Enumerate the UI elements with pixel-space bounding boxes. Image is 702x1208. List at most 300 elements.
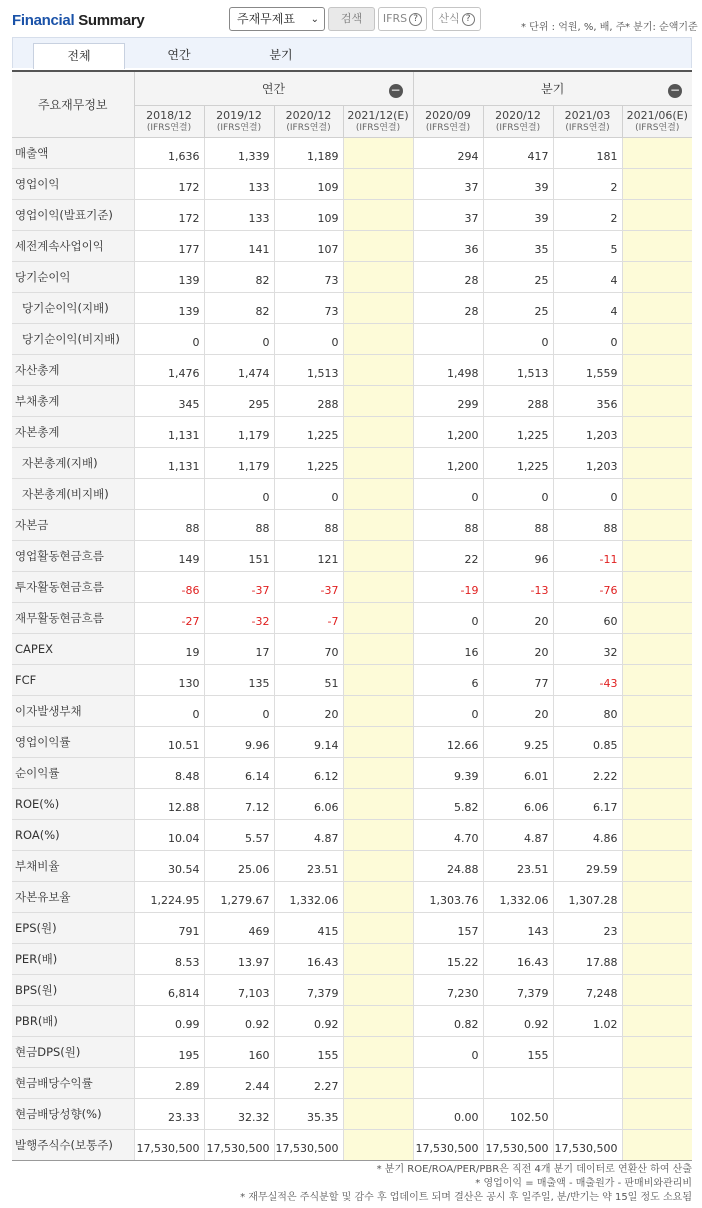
table-cell: 70 [274, 633, 343, 664]
table-cell: 1,224.95 [134, 881, 204, 912]
table-cell [343, 819, 413, 850]
table-cell: 28 [413, 261, 483, 292]
row-label: ROA(%) [12, 819, 134, 850]
table-cell: 155 [274, 1036, 343, 1067]
table-cell [343, 509, 413, 540]
table-cell: 0 [204, 323, 274, 354]
table-cell [343, 1098, 413, 1129]
table-row [12, 1129, 692, 1160]
column-header [343, 105, 413, 137]
table-cell: 6.14 [204, 757, 274, 788]
table-cell: 17,530,500 [204, 1129, 274, 1160]
tab-quarterly[interactable]: 분기 [269, 48, 293, 62]
table-cell: 1,200 [413, 447, 483, 478]
column-basis: (IFRS연결) [635, 122, 680, 133]
table-cell [622, 1005, 692, 1036]
table-cell: 0.92 [483, 1005, 553, 1036]
table-cell: 6 [413, 664, 483, 695]
table-cell [622, 323, 692, 354]
table-cell: 172 [134, 168, 204, 199]
table-cell: 1,279.67 [204, 881, 274, 912]
table-cell [343, 664, 413, 695]
table-cell: -11 [553, 540, 622, 571]
table-cell: 17,530,500 [134, 1129, 204, 1160]
ifrs-help-button[interactable] [378, 7, 427, 31]
table-cell: 0.85 [553, 726, 622, 757]
table-cell: 6,814 [134, 974, 204, 1005]
table-cell [622, 261, 692, 292]
table-cell [622, 137, 692, 168]
table-cell: 36 [413, 230, 483, 261]
table-cell: 1,339 [204, 137, 274, 168]
table-cell [622, 1098, 692, 1129]
page-title [12, 12, 144, 29]
row-label: 영업이익률 [12, 726, 134, 757]
tab-annual[interactable]: 연간 [167, 48, 191, 62]
table-cell: 35 [483, 230, 553, 261]
footnotes [240, 1163, 692, 1205]
table-cell: 88 [553, 509, 622, 540]
row-label: 영업이익(발표기준) [12, 199, 134, 230]
table-cell: 35.35 [274, 1098, 343, 1129]
table-cell: 0 [553, 478, 622, 509]
table-cell: 9.14 [274, 726, 343, 757]
table-cell: 1,225 [483, 416, 553, 447]
table-cell: 17,530,500 [413, 1129, 483, 1160]
formula-help-button[interactable] [432, 7, 481, 31]
table-cell: 30.54 [134, 850, 204, 881]
row-label: 발행주식수(보통주) [12, 1129, 134, 1160]
table-cell: 2.22 [553, 757, 622, 788]
table-cell: 139 [134, 261, 204, 292]
table-cell: 1,225 [274, 416, 343, 447]
table-cell: 5.57 [204, 819, 274, 850]
table-cell: -27 [134, 602, 204, 633]
table-cell: 0 [483, 478, 553, 509]
table-cell: 12.66 [413, 726, 483, 757]
column-header [274, 105, 343, 137]
column-period: 2021/06(E) [626, 108, 688, 122]
table-cell [343, 416, 413, 447]
table-cell [134, 478, 204, 509]
table-corner-label: 주요재무정보 [12, 72, 134, 137]
table-cell: 2.44 [204, 1067, 274, 1098]
table-cell: 7.12 [204, 788, 274, 819]
table-cell: 288 [483, 385, 553, 416]
table-row [12, 788, 692, 819]
table-cell: 39 [483, 168, 553, 199]
table-cell: 24.88 [413, 850, 483, 881]
table-cell: 6.06 [483, 788, 553, 819]
column-header [204, 105, 274, 137]
report-type-select[interactable] [229, 7, 325, 31]
column-basis: (IFRS연결) [355, 122, 401, 133]
table-cell: 133 [204, 199, 274, 230]
column-period: 2019/12 [216, 108, 262, 122]
row-label: 영업활동현금흐름 [12, 540, 134, 571]
table-cell: 2 [553, 168, 622, 199]
table-cell [343, 912, 413, 943]
table-cell [622, 509, 692, 540]
collapse-quarter-icon[interactable]: − [669, 83, 681, 97]
table-cell: 29.59 [553, 850, 622, 881]
table-row [12, 571, 692, 602]
table-row [12, 943, 692, 974]
table-cell: 1,498 [413, 354, 483, 385]
column-basis: (IFRS연결) [565, 122, 610, 133]
row-label: 자본총계 [12, 416, 134, 447]
table-cell [622, 571, 692, 602]
table-row [12, 974, 692, 1005]
table-cell: 121 [274, 540, 343, 571]
table-row [12, 168, 692, 199]
table-row [12, 199, 692, 230]
quarter-note: * 분기: 순액기준 [625, 22, 698, 33]
row-label: 당기순이익(비지배) [12, 323, 134, 354]
table-cell [553, 1067, 622, 1098]
table-cell: 2.89 [134, 1067, 204, 1098]
table-cell: 1,332.06 [483, 881, 553, 912]
table-cell [343, 199, 413, 230]
column-period: 2020/09 [425, 108, 471, 122]
row-label: 현금배당수익률 [12, 1067, 134, 1098]
column-period: 2021/03 [564, 108, 611, 122]
table-cell: 88 [413, 509, 483, 540]
table-cell: 7,379 [274, 974, 343, 1005]
table-cell: 0 [274, 323, 343, 354]
title-financial: Financial [12, 12, 75, 29]
table-cell: 73 [274, 261, 343, 292]
table-row [12, 726, 692, 757]
table-cell [622, 447, 692, 478]
table-cell: 88 [134, 509, 204, 540]
table-row [12, 1036, 692, 1067]
table-cell: 0 [413, 1036, 483, 1067]
table-cell: 17,530,500 [483, 1129, 553, 1160]
table-row [12, 540, 692, 571]
row-label: PER(배) [12, 943, 134, 974]
table-cell [343, 261, 413, 292]
row-label: 부채총계 [12, 385, 134, 416]
table-cell: 16 [413, 633, 483, 664]
table-row [12, 261, 692, 292]
table-cell [622, 385, 692, 416]
table-cell: 22 [413, 540, 483, 571]
table-cell: 143 [483, 912, 553, 943]
table-cell: -43 [553, 664, 622, 695]
table-cell [622, 168, 692, 199]
table-cell: 288 [274, 385, 343, 416]
column-period: 2018/12 [146, 108, 192, 122]
table-cell [622, 943, 692, 974]
table-cell: 0.00 [413, 1098, 483, 1129]
table-cell: 6.01 [483, 757, 553, 788]
table-cell [343, 1036, 413, 1067]
table-row [12, 912, 692, 943]
table-cell [343, 757, 413, 788]
report-type-value: 주재무제표 [237, 12, 295, 26]
table-cell: 17,530,500 [274, 1129, 343, 1160]
table-cell: -13 [483, 571, 553, 602]
table-cell: -32 [204, 602, 274, 633]
row-label: CAPEX [12, 633, 134, 664]
annual-group-label: 연간 [261, 81, 286, 96]
table-cell [622, 881, 692, 912]
table-cell: 1,203 [553, 447, 622, 478]
column-period: 2020/12 [285, 108, 332, 122]
table-cell [622, 788, 692, 819]
table-row [12, 354, 692, 385]
table-cell: 7,230 [413, 974, 483, 1005]
table-cell: 8.53 [134, 943, 204, 974]
table-cell: 157 [413, 912, 483, 943]
table-cell: 0 [413, 602, 483, 633]
table-cell: -86 [134, 571, 204, 602]
row-label: 부채비율 [12, 850, 134, 881]
table-cell: 0.92 [204, 1005, 274, 1036]
row-label: 재무활동현금흐름 [12, 602, 134, 633]
column-basis: (IFRS연결) [216, 122, 262, 133]
table-cell: 88 [483, 509, 553, 540]
table-cell [343, 974, 413, 1005]
annual-group-header [134, 72, 413, 105]
question-icon: ? [462, 13, 475, 26]
table-cell: 1,474 [204, 354, 274, 385]
table-cell: 19 [134, 633, 204, 664]
table-cell: 5 [553, 230, 622, 261]
table-cell: 155 [483, 1036, 553, 1067]
table-cell: 4.87 [483, 819, 553, 850]
table-cell [343, 571, 413, 602]
table-cell [343, 1067, 413, 1098]
table-cell [622, 416, 692, 447]
table-cell: 5.82 [413, 788, 483, 819]
table-cell: 149 [134, 540, 204, 571]
table-cell: -7 [274, 602, 343, 633]
table-cell: 32.32 [204, 1098, 274, 1129]
table-cell [343, 323, 413, 354]
quarter-group-label: 분기 [541, 81, 565, 96]
table-cell: 139 [134, 292, 204, 323]
row-label: 당기순이익 [12, 261, 134, 292]
table-cell: 1,307.28 [553, 881, 622, 912]
table-cell: 102.50 [483, 1098, 553, 1129]
table-cell: 60 [553, 602, 622, 633]
table-cell [622, 292, 692, 323]
column-header [134, 105, 204, 137]
table-cell: 82 [204, 261, 274, 292]
table-cell: 20 [274, 695, 343, 726]
row-label: 이자발생부채 [12, 695, 134, 726]
table-cell: 133 [204, 168, 274, 199]
row-label: 순이익률 [12, 757, 134, 788]
column-basis: (IFRS연결) [146, 122, 192, 133]
table-cell [343, 168, 413, 199]
table-cell: 20 [483, 633, 553, 664]
table-cell: 0 [134, 323, 204, 354]
table-cell: 295 [204, 385, 274, 416]
table-cell: 181 [553, 137, 622, 168]
column-period: 2021/12(E) [347, 108, 409, 122]
table-cell: 299 [413, 385, 483, 416]
table-row [12, 1098, 692, 1129]
table-cell: 23.51 [274, 850, 343, 881]
table-cell: 73 [274, 292, 343, 323]
table-cell [343, 881, 413, 912]
table-row [12, 695, 692, 726]
table-cell: 1.02 [553, 1005, 622, 1036]
table-cell: 0.99 [134, 1005, 204, 1036]
question-icon: ? [409, 13, 422, 26]
row-label: 투자활동현금흐름 [12, 571, 134, 602]
table-row [12, 478, 692, 509]
table-cell: 0 [413, 478, 483, 509]
table-cell: 4.70 [413, 819, 483, 850]
table-cell [343, 292, 413, 323]
table-cell [622, 540, 692, 571]
table-cell [622, 850, 692, 881]
column-header [413, 105, 483, 137]
table-cell: -37 [274, 571, 343, 602]
row-label: 자본총계(지배) [12, 447, 134, 478]
table-cell [622, 912, 692, 943]
table-cell: 1,179 [204, 447, 274, 478]
table-row [12, 850, 692, 881]
row-label: EPS(원) [12, 912, 134, 943]
table-cell [343, 850, 413, 881]
table-cell: 130 [134, 664, 204, 695]
table-cell: 23 [553, 912, 622, 943]
table-cell: 0 [413, 695, 483, 726]
table-cell: 2 [553, 199, 622, 230]
table-cell [483, 1067, 553, 1098]
table-cell: 1,332.06 [274, 881, 343, 912]
table-cell: 135 [204, 664, 274, 695]
table-cell [343, 230, 413, 261]
table-cell: 345 [134, 385, 204, 416]
table-cell: 1,200 [413, 416, 483, 447]
footnote: * 영업이익 = 매출액 - 매출원가 - 판매비와관리비 [475, 1178, 692, 1189]
top-bar [0, 0, 702, 38]
table-cell: 172 [134, 199, 204, 230]
row-label: 자산총계 [12, 354, 134, 385]
table-cell: 4.86 [553, 819, 622, 850]
table-cell: 17.88 [553, 943, 622, 974]
table-row [12, 416, 692, 447]
table-cell: 160 [204, 1036, 274, 1067]
table-cell [622, 974, 692, 1005]
table-cell: 107 [274, 230, 343, 261]
row-label: 현금DPS(원) [12, 1036, 134, 1067]
table-cell: 37 [413, 168, 483, 199]
column-header [553, 105, 622, 137]
table-cell: 9.39 [413, 757, 483, 788]
row-label: 자본유보율 [12, 881, 134, 912]
table-cell [622, 633, 692, 664]
collapse-annual-icon[interactable]: − [390, 83, 401, 97]
footnote: * 분기 ROE/ROA/PER/PBR은 직전 4개 분기 데이터로 연환산 하여 산출 [376, 1164, 692, 1175]
table-cell: 51 [274, 664, 343, 695]
table-cell: 12.88 [134, 788, 204, 819]
table-cell: 1,203 [553, 416, 622, 447]
table-cell: 1,131 [134, 416, 204, 447]
table-cell: 195 [134, 1036, 204, 1067]
table-cell [622, 726, 692, 757]
table-cell: 109 [274, 168, 343, 199]
table-cell: 88 [274, 509, 343, 540]
table-cell: 0 [204, 478, 274, 509]
table-row [12, 292, 692, 323]
formula-label: 산식 [438, 12, 460, 25]
table-cell: 1,225 [483, 447, 553, 478]
table-row [12, 509, 692, 540]
column-basis: (IFRS연결) [286, 122, 331, 133]
column-basis: (IFRS연결) [495, 122, 541, 133]
table-cell: 25 [483, 261, 553, 292]
table-cell: 1,225 [274, 447, 343, 478]
table-cell: 151 [204, 540, 274, 571]
table-cell: 23.33 [134, 1098, 204, 1129]
table-cell: 16.43 [483, 943, 553, 974]
table-cell: 82 [204, 292, 274, 323]
table-cell: 415 [274, 912, 343, 943]
table-cell [553, 1098, 622, 1129]
row-label: 당기순이익(지배) [12, 292, 134, 323]
table-cell: 17,530,500 [553, 1129, 622, 1160]
table-cell [343, 540, 413, 571]
table-row [12, 137, 692, 168]
table-row [12, 1005, 692, 1036]
table-cell: 77 [483, 664, 553, 695]
table-cell: 1,513 [483, 354, 553, 385]
table-row [12, 633, 692, 664]
table-cell: 0.82 [413, 1005, 483, 1036]
table-cell: 0 [483, 323, 553, 354]
table-cell: 469 [204, 912, 274, 943]
column-header [622, 105, 692, 137]
table-cell: 7,248 [553, 974, 622, 1005]
row-label: BPS(원) [12, 974, 134, 1005]
table-cell: 1,513 [274, 354, 343, 385]
table-cell: 25.06 [204, 850, 274, 881]
ifrs-label: IFRS [382, 12, 408, 25]
table-cell [622, 757, 692, 788]
table-cell: 6.17 [553, 788, 622, 819]
row-label: 세전계속사업이익 [12, 230, 134, 261]
search-button[interactable]: 검색 [328, 7, 375, 31]
table-row [12, 385, 692, 416]
row-label: 자본총계(비지배) [12, 478, 134, 509]
table-cell: 9.96 [204, 726, 274, 757]
table-cell [343, 137, 413, 168]
table-cell: 96 [483, 540, 553, 571]
table-cell: 109 [274, 199, 343, 230]
table-cell [622, 354, 692, 385]
table-cell: 8.48 [134, 757, 204, 788]
tab-all[interactable]: 전체 [33, 43, 125, 69]
table-cell: 37 [413, 199, 483, 230]
table-cell: 23.51 [483, 850, 553, 881]
table-cell: 16.43 [274, 943, 343, 974]
table-cell: 4 [553, 261, 622, 292]
financial-summary-table [12, 70, 692, 1161]
table-cell [413, 1067, 483, 1098]
table-cell: 28 [413, 292, 483, 323]
table-cell: 17 [204, 633, 274, 664]
table-cell [343, 726, 413, 757]
table-row [12, 757, 692, 788]
table-cell: 20 [483, 602, 553, 633]
